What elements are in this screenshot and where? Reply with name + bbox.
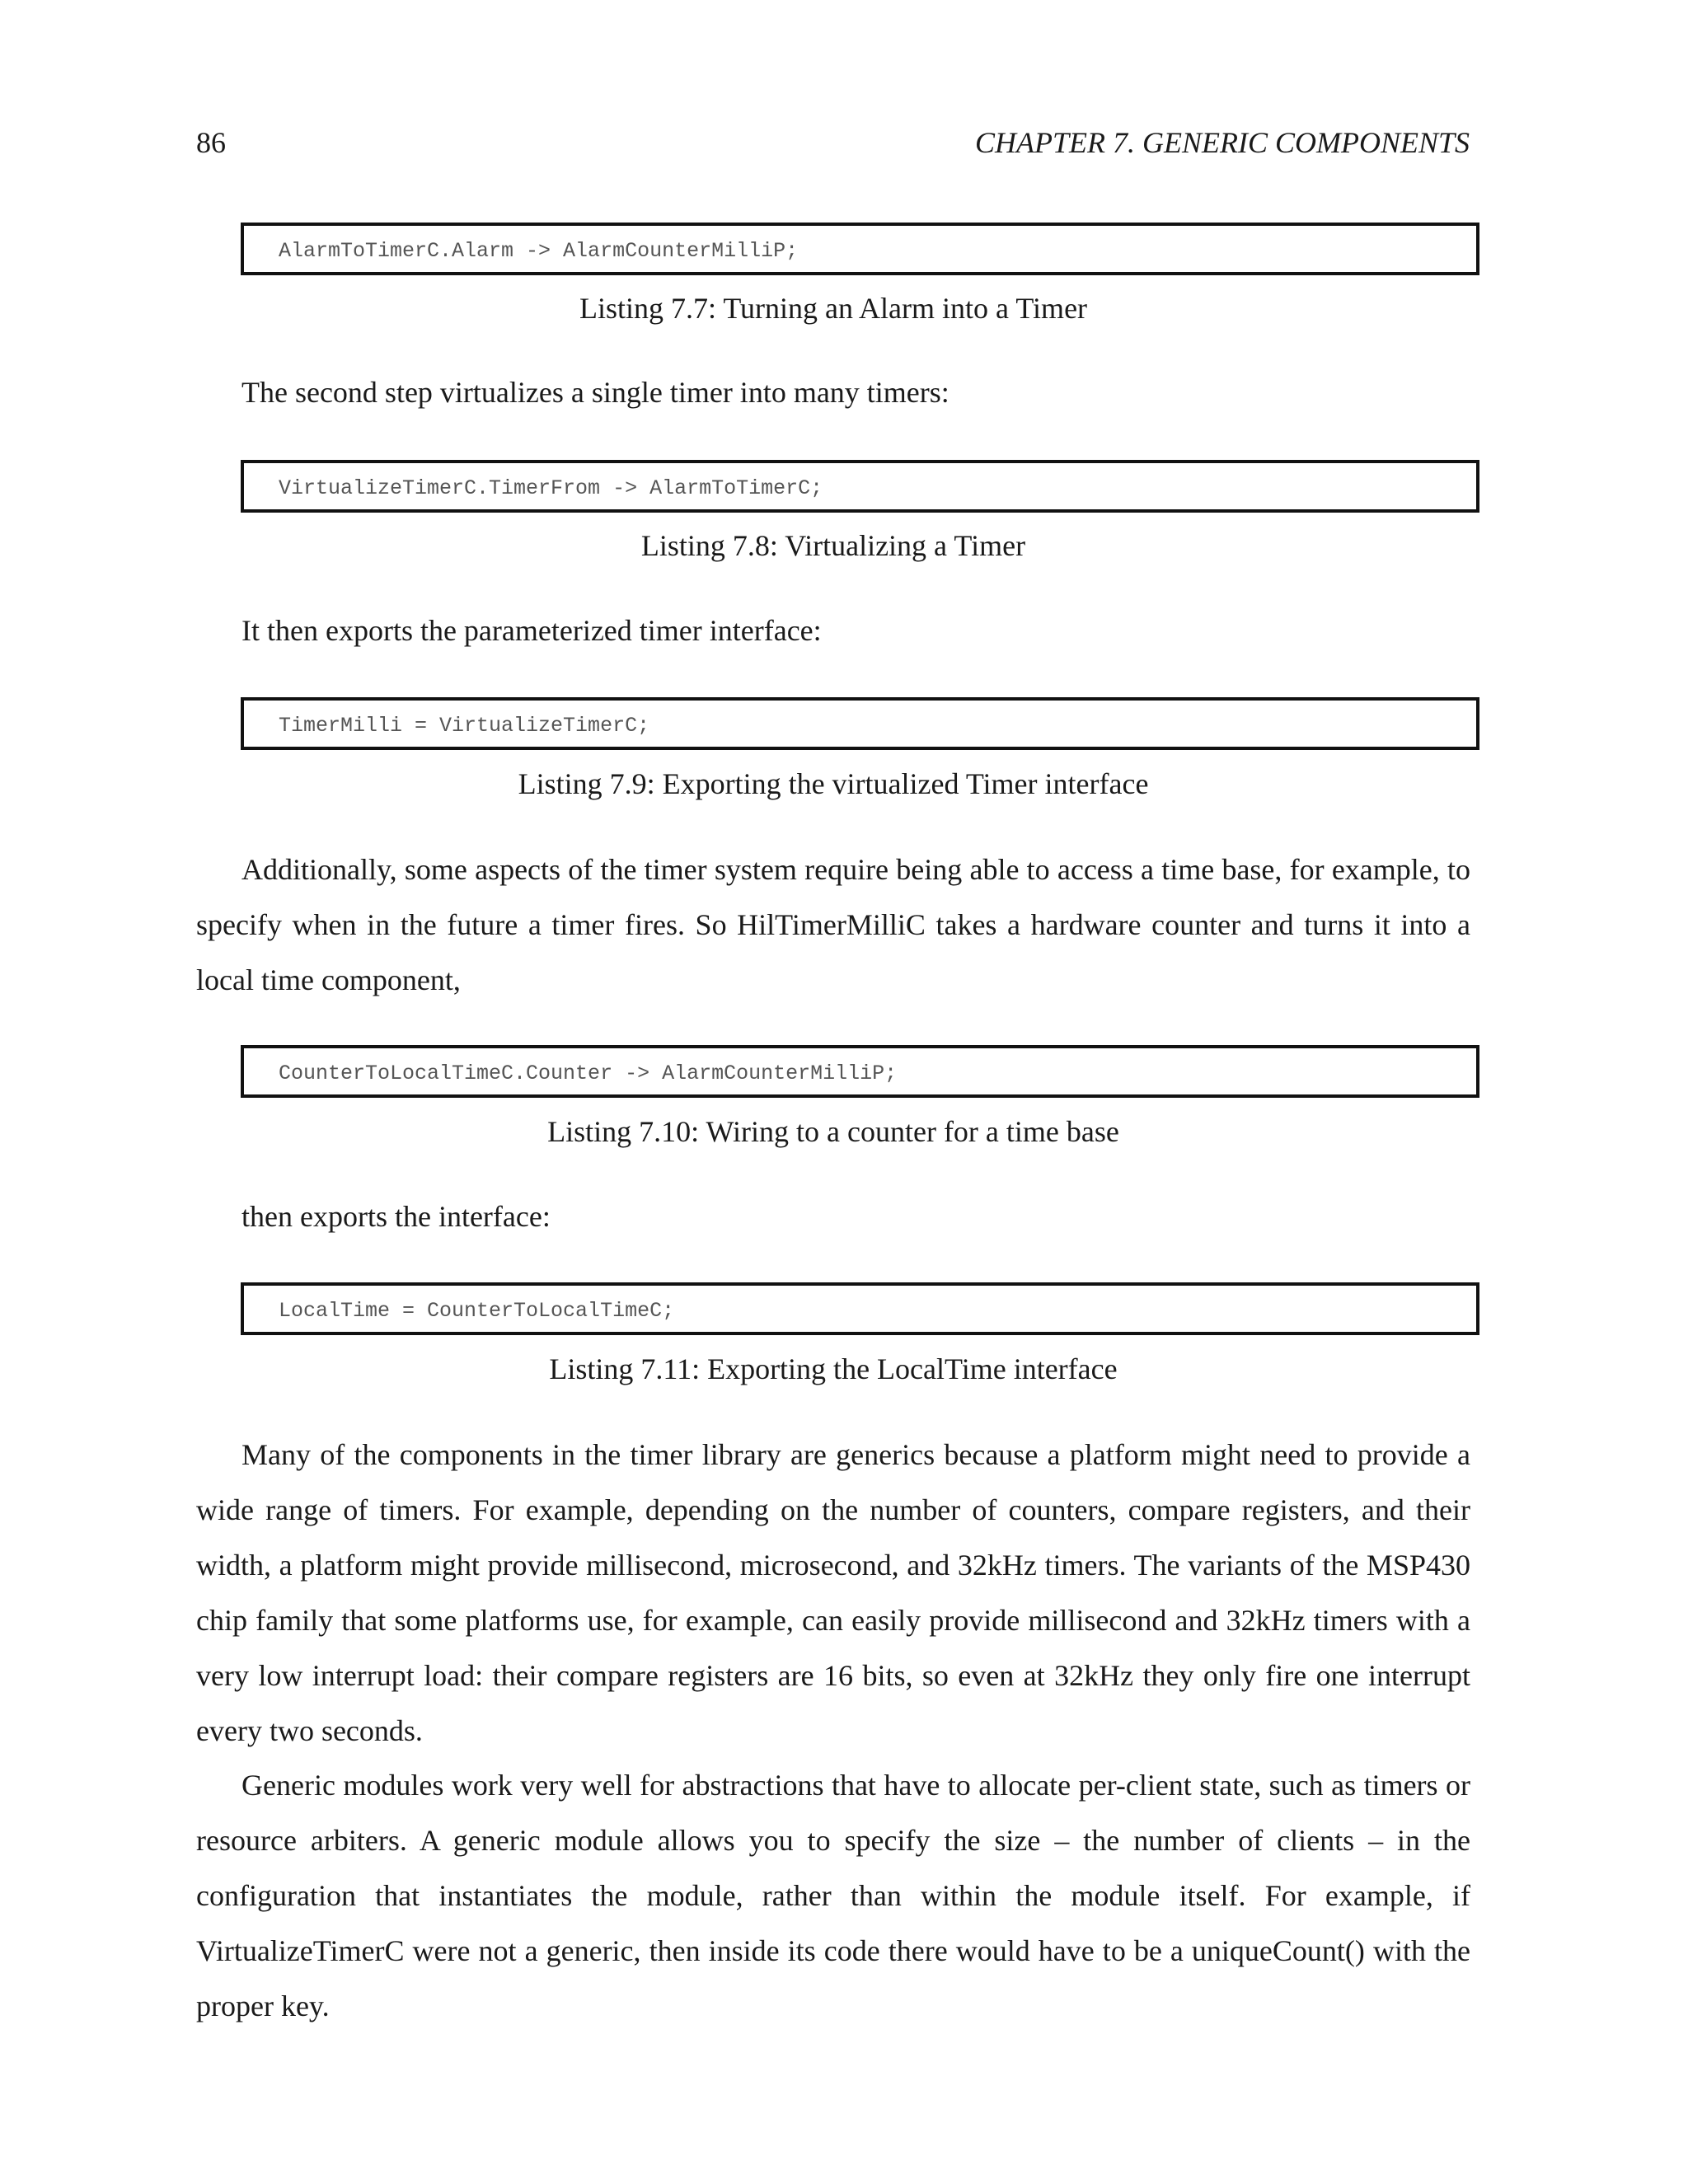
listing-caption: Listing 7.7: Turning an Alarm into a Timer — [579, 292, 1088, 325]
listing-box-7-11 — [241, 1282, 1479, 1335]
running-head: CHAPTER 7. GENERIC COMPONENTS — [975, 126, 1470, 159]
body-text-line: then exports the interface: — [241, 1200, 551, 1233]
listing-box-7-9 — [241, 697, 1479, 750]
code-text: CounterToLocalTimeC.Counter -> AlarmCounterMilliP; — [279, 1062, 898, 1085]
body-text-line: The second step virtualizes a single timer into many timers: — [241, 376, 950, 409]
code-text: VirtualizeTimerC.TimerFrom -> AlarmToTimerC; — [279, 476, 823, 500]
listing-caption: Listing 7.9: Exporting the virtualized Timer interface — [518, 767, 1149, 800]
code-text: TimerMilli = VirtualizeTimerC; — [279, 714, 650, 738]
listing-box-7-7 — [241, 223, 1479, 275]
listing-caption: Listing 7.8: Virtualizing a Timer — [640, 529, 1026, 562]
body-paragraph: Generic modules work very well for abstractions that have to allocate per-client state, such as timers or resource arbiters. A generic module allows you to specify the size – the number of clients – in the configuration that instantiates the module, rather than within the module itself. For example, if VirtualizeTimerC were not a generic, then inside its code there would have to be a uniqueCount() with the proper key. — [196, 1769, 1470, 2022]
code-text: AlarmToTimerC.Alarm -> AlarmCounterMilliP; — [279, 239, 799, 263]
listing-caption: Listing 7.10: Wiring to a counter for a time base — [547, 1115, 1119, 1148]
listing-box-7-8 — [241, 460, 1479, 513]
listing-box-7-10 — [241, 1045, 1479, 1098]
body-paragraph: Additionally, some aspects of the timer system require being able to access a time base, for example, to specify when in the future a timer fires. So HilTimerMilliC takes a hardware counter and turns it into a local time component, — [196, 853, 1470, 996]
listing-caption: Listing 7.11: Exporting the LocalTime interface — [549, 1352, 1118, 1385]
code-text: LocalTime = CounterToLocalTimeC; — [279, 1299, 675, 1323]
page-number: 86 — [196, 126, 226, 159]
body-text-line: It then exports the parameterized timer interface: — [241, 614, 822, 647]
body-paragraph: Many of the components in the timer library are generics because a platform might need to provide a wide range of timers. For example, depending on the number of counters, compare registers, and their width, a platform might provide millisecond, microsecond, and 32kHz timers. The variants of the MSP430 chip family that some platforms use, for example, can easily provide millisecond and 32kHz timers with a very low interrupt load: their compare registers are 16 bits, so even at 32kHz they only fire one interrupt every two seconds. — [196, 1438, 1470, 1747]
